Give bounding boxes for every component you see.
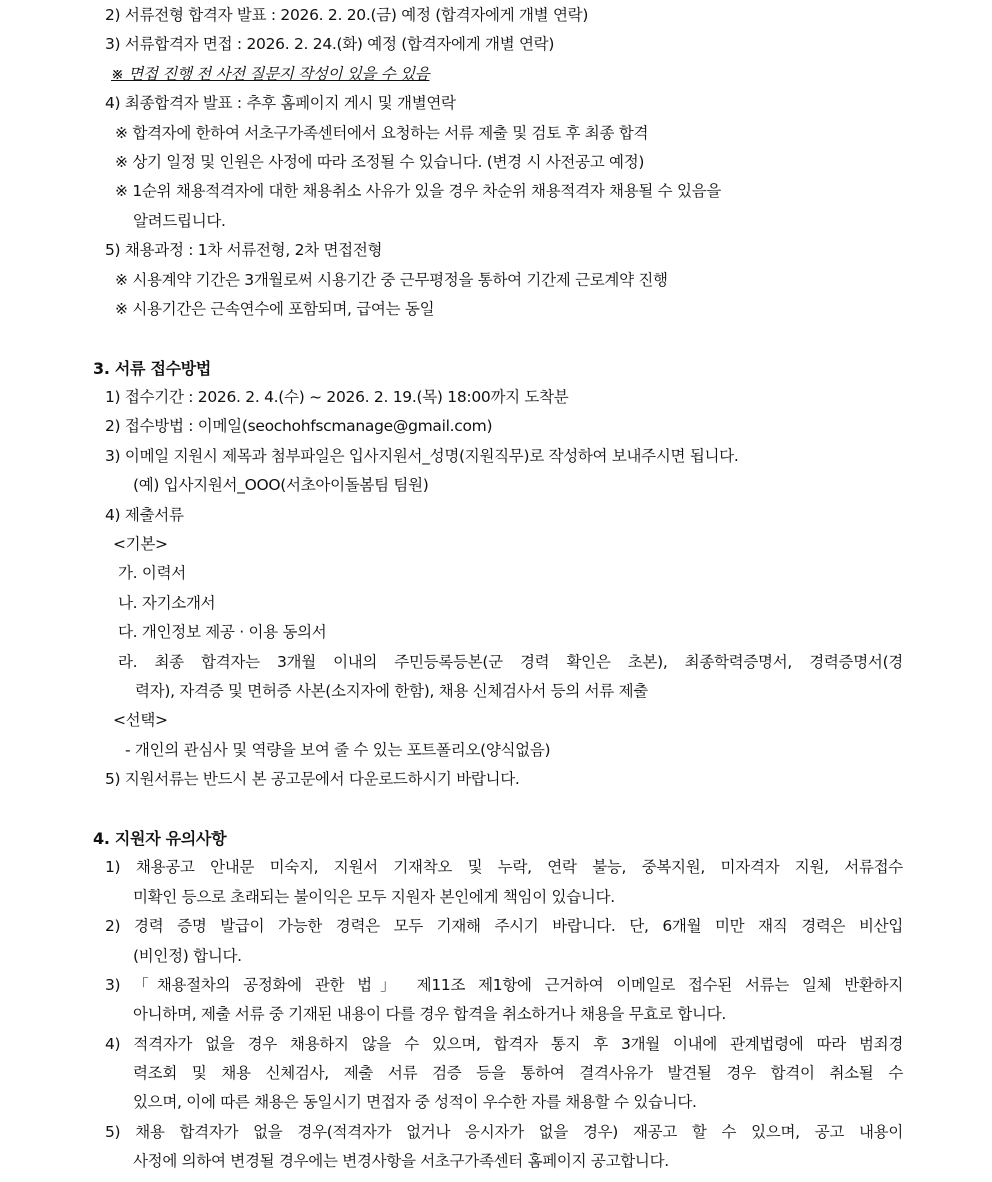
list-item: 3) 이메일 지원시 제목과 첨부파일은 입사지원서_성명(지원직무)로 작성하여 보내주시면 됩니다. [105, 446, 739, 465]
document-item: - 개인의 관심사 및 역량을 보여 줄 수 있는 포트폴리오(양식없음) [125, 740, 551, 759]
section-heading: 3. 서류 접수방법 [93, 358, 212, 378]
list-item-continuation: 아니하며, 제출 서류 중 기재된 내용이 다를 경우 합격을 취소하거나 채용을 무효로 합니다. [133, 1005, 727, 1024]
section-heading: 4. 지원자 유의사항 [93, 828, 227, 848]
subheading-optional: <선택> [113, 711, 168, 730]
document-item-continuation: 력자), 자격증 및 면허증 사본(소지자에 한함), 채용 신체검사서 등의 서류 제출 [135, 681, 648, 700]
example-text: (예) 입사지원서_OOO(서초아이돌봄팀 팀원) [133, 476, 429, 495]
list-item-continuation: 사정에 의하여 변경될 경우에는 변경사항을 서초구가족센터 홈페이지 공고합니다. [133, 1152, 669, 1171]
list-item: 2) 접수방법 : 이메일(seochohfscmanage@gmail.com) [105, 417, 493, 436]
subheading-basic: <기본> [113, 535, 168, 554]
document-item: 라. 최종 합격자는 3개월 이내의 주민등록등본(군 경력 확인은 초본), 최종학력증명서, 경력증명서(경 [118, 652, 903, 671]
note-underlined [0, 60, 992, 89]
note: ※ 시용계약 기간은 3개월로써 시용기간 중 근무평정을 통하여 기간제 근로계약 진행 [115, 270, 668, 289]
list-item: 5) 채용 합격자가 없을 경우(적격자가 없거나 응시자가 없을 경우) 재공고 할 수 있으며, 공고 내용이 [105, 1122, 903, 1141]
list-item: 1) 접수기간 : 2026. 2. 4.(수) ~ 2026. 2. 19.(목) 18:00까지 도착분 [105, 388, 569, 407]
list-item: 3) 「채용절차의 공정화에 관한 법」 제11조 제1항에 근거하여 이메일로 접수된 서류는 일체 반환하지 [105, 975, 903, 994]
note-text: ※ 면접 진행 전 사전 질문지 작성이 있을 수 있음 [111, 64, 430, 83]
list-item-continuation: 미확인 등으로 초래되는 불이익은 모두 지원자 본인에게 책임이 있습니다. [133, 887, 615, 906]
list-item: 5) 채용과정 : 1차 서류전형, 2차 면접전형 [105, 241, 383, 260]
list-item: 4) 적격자가 없을 경우 채용하지 않을 수 있으며, 합격자 통지 후 3개월 이내에 관계법령에 따라 범죄경 [105, 1034, 903, 1053]
note: ※ 1순위 채용적격자에 대한 채용취소 사유가 있을 경우 차순위 채용적격자 채용될 수 있음을 [115, 182, 722, 201]
list-item: 2) 경력 증명 발급이 가능한 경력은 모두 기재해 주시기 바랍니다. 단, 6개월 미만 재직 경력은 비산입 [105, 917, 903, 936]
document-item: 다. 개인정보 제공 · 이용 동의서 [118, 623, 327, 642]
list-item: 2) 서류전형 합격자 발표 : 2026. 2. 20.(금) 예정 (합격자에게 개별 연락) [105, 6, 589, 24]
list-item-continuation: 있으며, 이에 따른 채용은 동일시기 면접자 중 성적이 우수한 자를 채용할 수 있습니다. [133, 1093, 697, 1112]
list-item: 4) 최종합격자 발표 : 추후 홈페이지 게시 및 개별연락 [105, 94, 456, 113]
list-item: 4) 제출서류 [105, 505, 184, 524]
list-item: 5) 지원서류는 반드시 본 공고문에서 다운로드하시기 바랍니다. [105, 770, 520, 789]
note: ※ 시용기간은 근속연수에 포함되며, 급여는 동일 [115, 299, 435, 318]
blank-line [0, 324, 992, 353]
document-item: 가. 이력서 [118, 564, 186, 583]
list-item: 3) 서류합격자 면접 : 2026. 2. 24.(화) 예정 (합격자에게 개별 연락) [105, 35, 555, 54]
document-item: 나. 자기소개서 [118, 593, 216, 612]
list-item-continuation: (비인정) 합니다. [133, 946, 242, 965]
list-item: 1) 채용공고 안내문 미숙지, 지원서 기재착오 및 누락, 연락 불능, 중복지원, 미자격자 지원, 서류접수 [105, 858, 903, 877]
blank-line [0, 795, 992, 824]
note: ※ 합격자에 한하여 서초구가족센터에서 요청하는 서류 제출 및 검토 후 최종 합격 [115, 123, 649, 142]
note: ※ 상기 일정 및 인원은 사정에 따라 조정될 수 있습니다. (변경 시 사전공고 예정) [115, 152, 645, 171]
note-continuation: 알려드립니다. [133, 211, 226, 230]
list-item-continuation: 력조회 및 채용 신체검사, 제출 서류 검증 등을 통하여 결격사유가 발견될 경우 합격이 취소될 수 [133, 1064, 903, 1083]
